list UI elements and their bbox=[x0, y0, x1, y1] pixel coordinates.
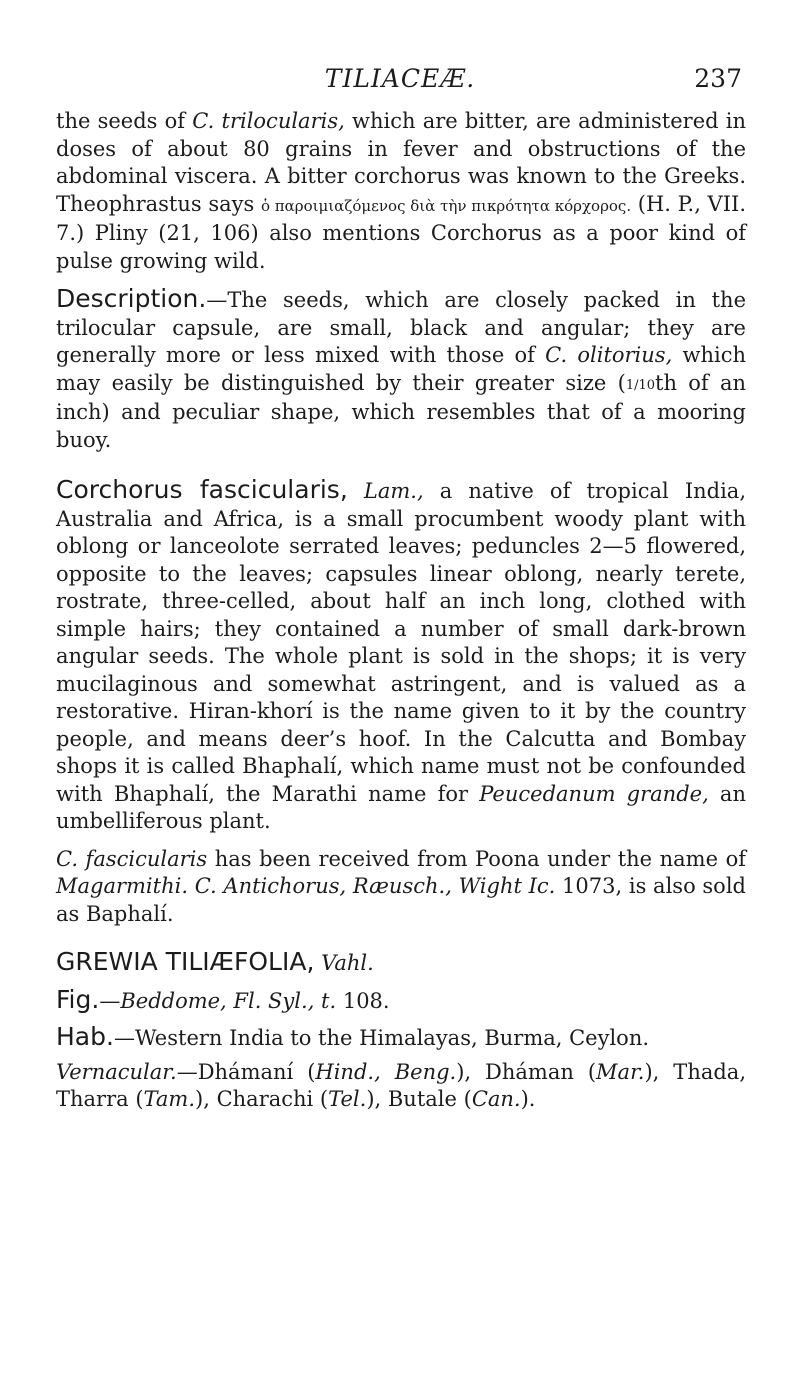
paragraph-description bbox=[56, 285, 746, 454]
running-title: TILIACEÆ. bbox=[324, 64, 476, 93]
text-span: an umbelliferous plant. bbox=[56, 781, 746, 833]
text-span: ), Thada, Tharra ( bbox=[56, 1059, 746, 1111]
species-name: Peucedanum grande, bbox=[479, 781, 709, 806]
text-span: th of an inch) and peculiar shape, which resembles that of a mooring buoy. bbox=[56, 370, 747, 452]
text-span: the seeds of bbox=[56, 109, 193, 133]
section-heading: Hab. bbox=[56, 1022, 114, 1051]
text-span: (H. P., VII. 7.) Pliny (21, 106) also mentions Corchorus as a poor kind of pulse growing wild. bbox=[56, 191, 746, 273]
paragraph-habitat bbox=[56, 1023, 746, 1053]
text-span: a native of tropical India, Australia and Africa, is a small procumbent woody plant with oblong or lanceolote serrated leaves; peduncles 2—5 flowered, opposite to the leaves; capsules linear oblong, nearly terete, rostrate, three-celled, about half an inch long, clothed with simple hairs; they contained a number of small dark-brown angular seeds. The whole plant is sold in the shops; it is very mucilaginous and somewhat astringent, and is valued as a restorative. Hiran-khorí is the name given to it by the country people, and means deer’s hoof. In the Calcutta and Bombay shops it is called Bhaphalí, which name must not be confounded with Bhaphalí, the Marathi name for bbox=[56, 479, 746, 806]
text-span bbox=[348, 479, 364, 503]
author-abbrev: Lam., bbox=[363, 479, 424, 503]
text-span: which are bitter, are administered in doses of about 80 grains in fever and obstructions of the abdominal viscera. A bitter corchorus was known to the Greeks. Theophrastus says bbox=[56, 109, 747, 216]
paragraph-grewia-heading bbox=[56, 948, 746, 978]
language-abbrev: Mar. bbox=[596, 1059, 645, 1084]
species-name: Magarmithi. C. Antichorus, Ræusch., Wight Ic. bbox=[56, 874, 556, 898]
paragraph-vernacular bbox=[56, 1059, 746, 1114]
page-header bbox=[0, 60, 800, 100]
species-name: C. trilocularis, bbox=[192, 109, 345, 133]
paragraph-fig bbox=[56, 986, 746, 1016]
text-span: ), Charachi ( bbox=[195, 1087, 329, 1111]
text-span: ), Butale ( bbox=[366, 1087, 472, 1111]
species-name: C. olitorius, bbox=[545, 343, 673, 367]
language-abbrev: Tam. bbox=[143, 1087, 196, 1111]
paragraph-poona bbox=[56, 846, 746, 929]
text-span: —Dhámaní ( bbox=[176, 1059, 316, 1084]
page-number: 237 bbox=[694, 64, 742, 93]
paragraph-seeds-usage bbox=[56, 108, 746, 275]
species-name: C. fascicularis bbox=[56, 846, 208, 871]
text-span: ), Dháman ( bbox=[456, 1059, 597, 1084]
language-abbrev: Hind., Beng. bbox=[315, 1059, 457, 1084]
page-body bbox=[56, 108, 746, 1114]
species-heading: GREWIA TILIÆFOLIA, bbox=[56, 947, 315, 976]
paragraph-corchorus-fascicularis bbox=[56, 476, 746, 836]
text-span: ). bbox=[520, 1087, 536, 1111]
text-span: which may easily be distinguished by their greater size ( bbox=[56, 343, 746, 395]
fraction: 1/10 bbox=[625, 377, 656, 393]
species-heading: Corchorus fascicularis, bbox=[56, 475, 348, 504]
text-span: 108. bbox=[336, 988, 390, 1013]
author-abbrev: Vahl. bbox=[321, 951, 374, 975]
reference: Beddome, Fl. Syl., t. bbox=[120, 988, 337, 1013]
greek-quote: ὁ παροιμιαζόμενος διὰ τὴν πικρότητα κόρχορος. bbox=[260, 196, 632, 215]
section-heading: Fig. bbox=[56, 984, 100, 1014]
section-heading: Vernacular. bbox=[56, 1059, 177, 1084]
text-span: has been received from Poona under the name of bbox=[207, 846, 746, 871]
text-span: —Western India to the Himalayas, Burma, Ceylon. bbox=[113, 1026, 650, 1050]
text-span: — bbox=[99, 988, 121, 1013]
text-span: 1073, is also sold as Baphalí. bbox=[56, 874, 746, 926]
text-span: —The seeds, which are closely packed in the trilocular capsule, are small, black and angular; they are generally more or less mixed with those of bbox=[56, 288, 746, 367]
section-heading: Description. bbox=[56, 284, 207, 313]
language-abbrev: Can. bbox=[471, 1087, 521, 1111]
language-abbrev: Tel. bbox=[328, 1087, 367, 1111]
